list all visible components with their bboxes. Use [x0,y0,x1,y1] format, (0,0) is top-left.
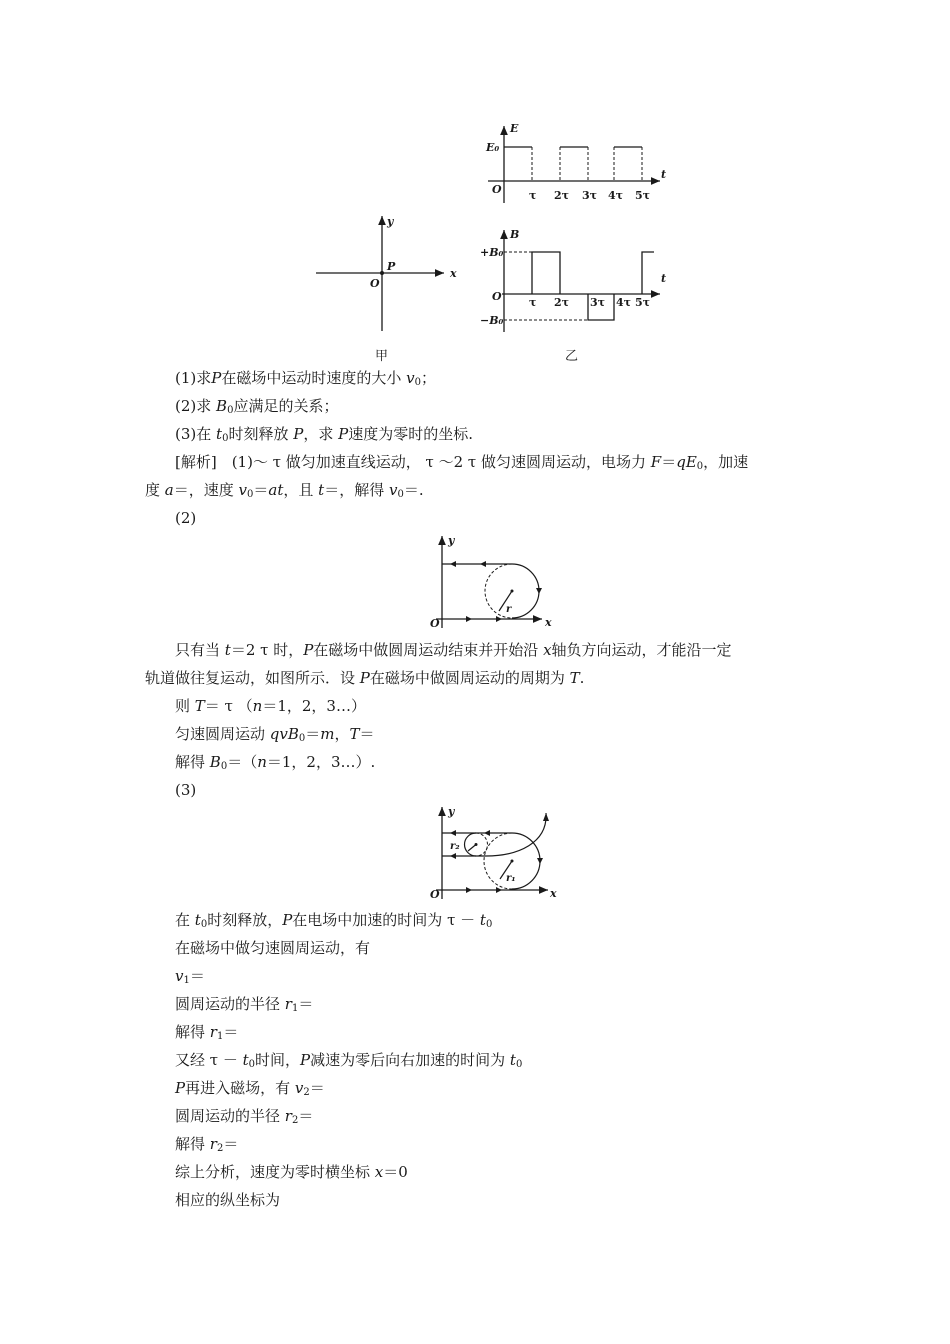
path2-radius-1: r₁ [506,873,516,884]
solution-2-line-a: 只有当 t＝2 τ 时，P在磁场中做圆周运动结束并开始沿 x轴负方向运动，才能沿一定 [175,641,732,659]
path2-label-x: x [550,887,557,900]
jia-label-x: x [450,267,457,280]
b-t-label-y: B [510,228,520,241]
solution-3-line-d: 圆周运动的半径 $r_1=$ [175,995,314,1014]
solution-3-line-f: 又经 $\tau - t_0$时间，P减速为零后向右加速的时间为 $t_0$ [175,1051,523,1070]
solution-3-label: (3) [175,781,197,799]
solution-2-line-c: 则 T＝ τ （n＝1，2，3…） [175,697,366,715]
trajectory-figure-2 [428,803,563,903]
b-t-dashes [504,252,588,320]
caption-jia: 甲 [375,349,389,364]
e-t-graph [478,118,678,208]
path1-label-x: x [545,616,552,629]
b-t-tick-5: 5τ [635,296,651,309]
b-t-origin: O [492,290,502,303]
solution-2-line-e: 解得 $B_0=(n=1$，2，3…）. [175,753,376,772]
solution-3-line-c: $v_1=$ [175,967,205,986]
solution-3-line-e: 解得 $r_1=$ [175,1023,239,1042]
solution-1-line-b: 度 a＝，速度 $v_0=at$，且 t＝，解得 $v_0=$. [145,481,424,500]
b-t-tick-4: 4τ [616,296,632,309]
b-t-positive [532,252,560,294]
jia-label-y: y [387,215,394,228]
e-t-level-label: E₀ [486,141,500,154]
jia-origin: O [370,277,380,290]
solution-3-line-h: 圆周运动的半径 $r_2=$ [175,1107,314,1126]
e-t-tick-4: 4τ [608,189,624,202]
question-1: (1)求P在磁场中运动时速度的大小 $v_0$； [175,369,436,388]
path2-radius-2: r₂ [450,841,460,852]
b-t-neg-level: −B₀ [480,314,504,327]
solution-1-line-a: [解析] (1)～ τ 做匀加速直线运动， τ ～2 τ 做匀速圆周运动，电场力 $F=qE_0$，加速 [175,453,749,472]
solution-3-line-g: P再进入磁场，有 $v_2=$ [175,1079,325,1098]
coordinate-figure-jia [312,212,462,337]
e-t-tick-5: 5τ [635,189,651,202]
b-t-graph [478,226,678,336]
point-p [380,271,384,275]
solution-3-line-b: 在磁场中做匀速圆周运动，有 [175,939,371,957]
trajectory-figure-1 [428,532,558,632]
b-t-tick-2: 2τ [554,296,570,309]
e-t-tick-3: 3τ [582,189,598,202]
b-t-rising [642,252,654,294]
solution-3-line-a: 在 $t_0$时刻释放，P在电场中加速的时间为 $\tau - t_0$ [175,911,493,930]
b-t-tick-1: τ [529,296,537,309]
e-t-label-x: t [661,168,667,181]
solution-2-line-b: 轨道做往复运动，如图所示．设 P在磁场中做圆周运动的周期为 T. [145,669,585,687]
e-t-label-y: E [510,122,519,135]
path2-label-y: y [448,805,455,818]
path1-label-y: y [448,534,455,547]
solution-3-line-i: 解得 $r_2=$ [175,1135,239,1154]
path2-origin: O [430,888,440,901]
question-3: (3)在 $t_0$时刻释放 P，求 P速度为零时的坐标. [175,425,473,444]
e-t-tick-2: 2τ [554,189,570,202]
e-t-tick-1: τ [529,189,537,202]
e-t-origin: O [492,183,502,196]
b-t-label-x: t [661,272,667,285]
path1-origin: O [430,617,440,630]
e-t-dashes [532,147,642,181]
caption-yi: 乙 [565,349,579,364]
solution-3-line-j: 综上分析，速度为零时横坐标 x＝0 [175,1163,408,1181]
jia-point-label: P [387,260,396,273]
solution-2-label: (2) [175,509,197,527]
solution-2-line-d: 匀速圆周运动 qvB$_0$＝m，T＝ [175,725,375,744]
path1-radius: r [506,604,512,615]
solution-3-line-k: 相应的纵坐标为 [175,1191,281,1209]
b-t-pos-level: +B₀ [480,246,504,259]
b-t-tick-3: 3τ [590,296,606,309]
question-2: (2)求 $B_0$应满足的关系； [175,397,339,416]
